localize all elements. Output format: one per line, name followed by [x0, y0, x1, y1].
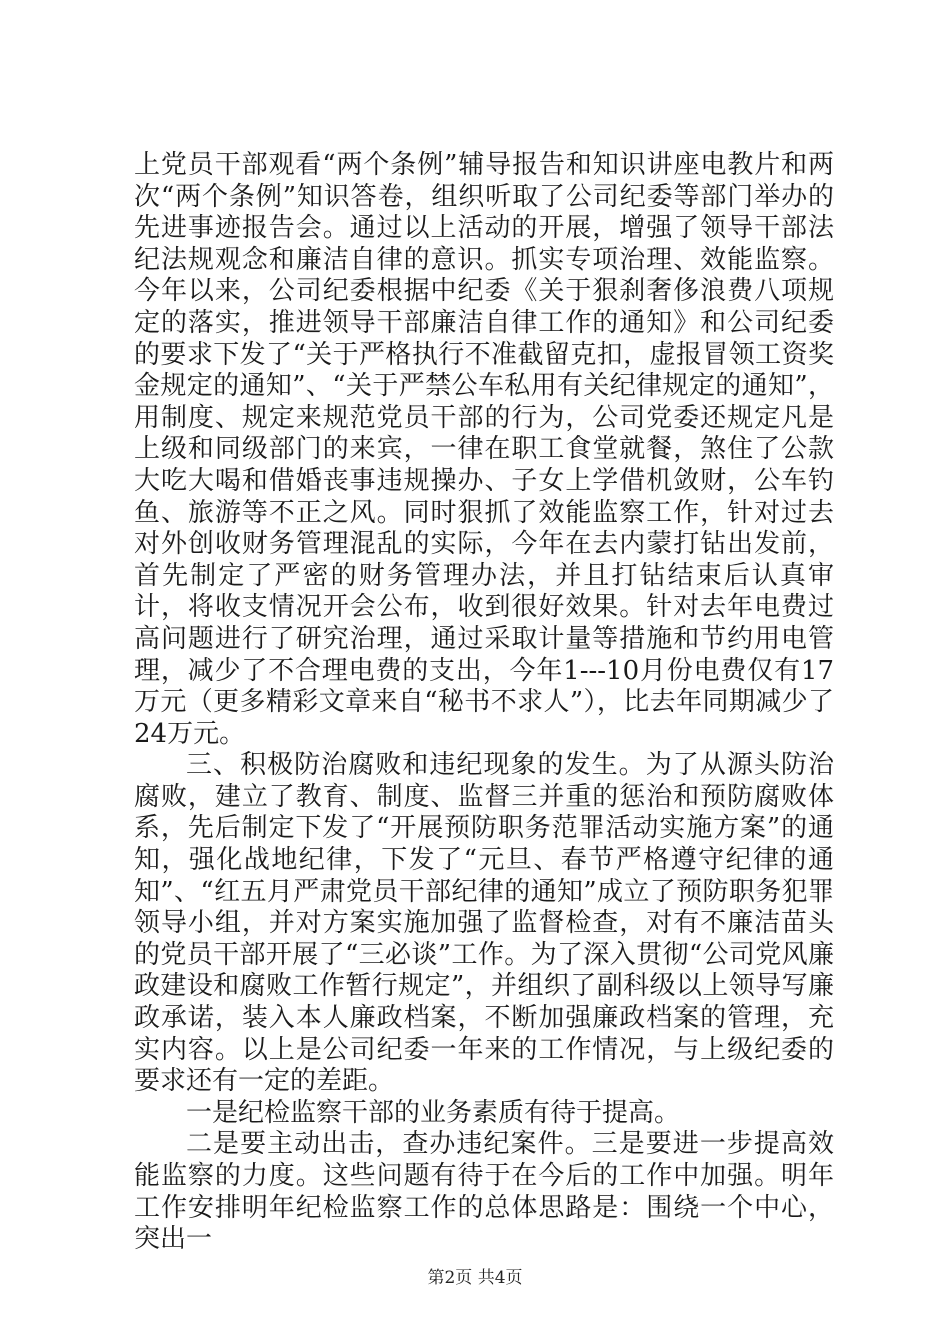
paragraph-3: 一是纪检监察干部的业务素质有待于提高。	[186, 1097, 681, 1128]
paragraph-1: 上党员干部观看“两个条例”辅导报告和知识讲座电教片和两次“两个条例”知识答卷，组织听取了公司纪委等部门举办的先进事迹报告会。通过以上活动的开展，增强了领导干部法纪法规观念和廉洁自律的意识。抓实专项治理、效能监察。今年以来，公司纪委根据中纪委《关于狠刹奢侈浪费八项规定的落实，推进领导干部廉洁自律工作的通知》和公司纪委的要求下发了“关于严格执行不准截留克扣，虚报冒领工资奖金规定的通知”、“关于严禁公车私用有关纪律规定的通知”，用制度、规定来规范党员干部的行为，公司党委还规定凡是上级和同级部门的来宾，一律在职工食堂就餐，煞住了公款大吃大喝和借婚丧事违规操办、子女上学借机敛财，公车钓鱼、旅游等不正之风。同时狠抓了效能监察工作，针对过去对外创收财务管理混乱的实际，今年在去内蒙打钻出发前，首先制定了严密的财务管理办法，并且打钻结束后认真审计，将收支情况开会公布，收到很好效果。针对去年电费过高问题进行了研究治理，通过采取计量等措施和节约用电管理，减少了不合理电费的支出，今年1---10月份电费仅有17万元（更多精彩文章来自“秘书不求人”），比去年同期减少了24万元。	[134, 150, 834, 749]
page-footer: 第2页 共4页	[427, 1268, 523, 1288]
paragraph-4: 二是要主动出击，查办违纪案件。三是要进一步提高效能监察的力度。这些问题有待于在今后的工作中加强。明年工作安排明年纪检监察工作的总体思路是：围绕一个中心，突出一	[134, 1129, 834, 1255]
document-body	[134, 150, 834, 1256]
paragraph-2: 三、积极防治腐败和违纪现象的发生。为了从源头防治腐败，建立了教育、制度、监督三并重的惩治和预防腐败体系，先后制定下发了“开展预防职务范罪活动实施方案”的通知，强化战地纪律，下发了“元旦、春节严格遵守纪律的通知”、“红五月严肃党员干部纪律的通知”成立了预防职务犯罪领导小组，并对方案实施加强了监督检查，对有不廉洁苗头的党员干部开展了“三必谈”工作。为了深入贯彻“公司党风廉政建设和腐败工作暂行规定”，并组织了副科级以上领导写廉政承诺，装入本人廉政档案，不断加强廉政档案的管理，充实内容。以上是公司纪委一年来的工作情况，与上级纪委的要求还有一定的差距。	[134, 750, 834, 1097]
